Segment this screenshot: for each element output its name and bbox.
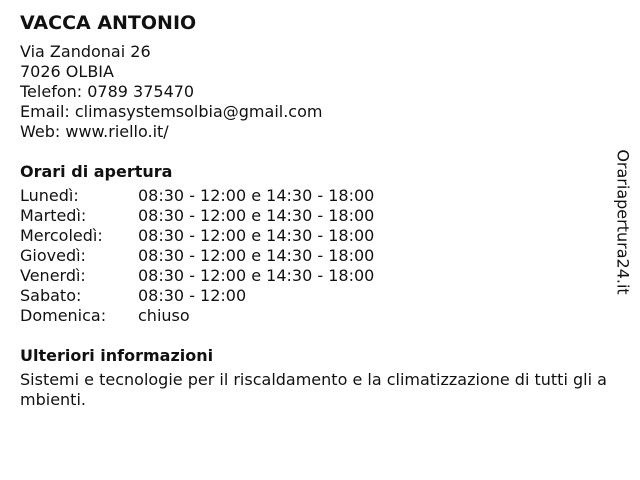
day-label: Venerdì: <box>20 266 86 285</box>
time-range: 08:30 - 12:00 e 14:30 - 18:00 <box>138 246 375 265</box>
more-info-title: Ulteriori informazioni <box>20 346 214 365</box>
time-range: chiuso <box>138 306 190 325</box>
city-line: 7026 OLBIA <box>20 62 114 81</box>
phone-line[interactable]: Telefon: 0789 375470 <box>20 82 195 101</box>
business-name: VACCA ANTONIO <box>20 12 197 34</box>
opening-hours-table <box>20 186 610 326</box>
day-label: Giovedì: <box>20 246 86 265</box>
site-brand-watermark: Orariapertura24.it <box>613 149 633 295</box>
time-range: 08:30 - 12:00 <box>138 286 247 305</box>
day-label: Lunedì: <box>20 186 79 205</box>
web-line[interactable]: Web: www.riello.it/ <box>20 122 169 141</box>
time-range: 08:30 - 12:00 e 14:30 - 18:00 <box>138 186 375 205</box>
hours-row <box>20 186 610 206</box>
opening-hours-title: Orari di apertura <box>20 162 173 181</box>
hours-row <box>20 226 610 246</box>
business-card <box>20 10 610 410</box>
hours-row <box>20 266 610 286</box>
day-label: Mercoledì: <box>20 226 103 245</box>
hours-row <box>20 306 610 326</box>
more-info-text: Sistemi e tecnologie per il riscaldamento e la climatizzazione di tutti gli ambienti. <box>20 370 607 409</box>
hours-row <box>20 206 610 226</box>
time-range: 08:30 - 12:00 e 14:30 - 18:00 <box>138 266 375 285</box>
hours-row <box>20 246 610 266</box>
day-label: Martedì: <box>20 206 87 225</box>
email-line[interactable]: Email: climasystemsolbia@gmail.com <box>20 102 323 121</box>
day-label: Sabato: <box>20 286 82 305</box>
time-range: 08:30 - 12:00 e 14:30 - 18:00 <box>138 226 375 245</box>
hours-row <box>20 286 610 306</box>
time-range: 08:30 - 12:00 e 14:30 - 18:00 <box>138 206 375 225</box>
address-line: Via Zandonai 26 <box>20 42 151 61</box>
day-label: Domenica: <box>20 306 107 325</box>
